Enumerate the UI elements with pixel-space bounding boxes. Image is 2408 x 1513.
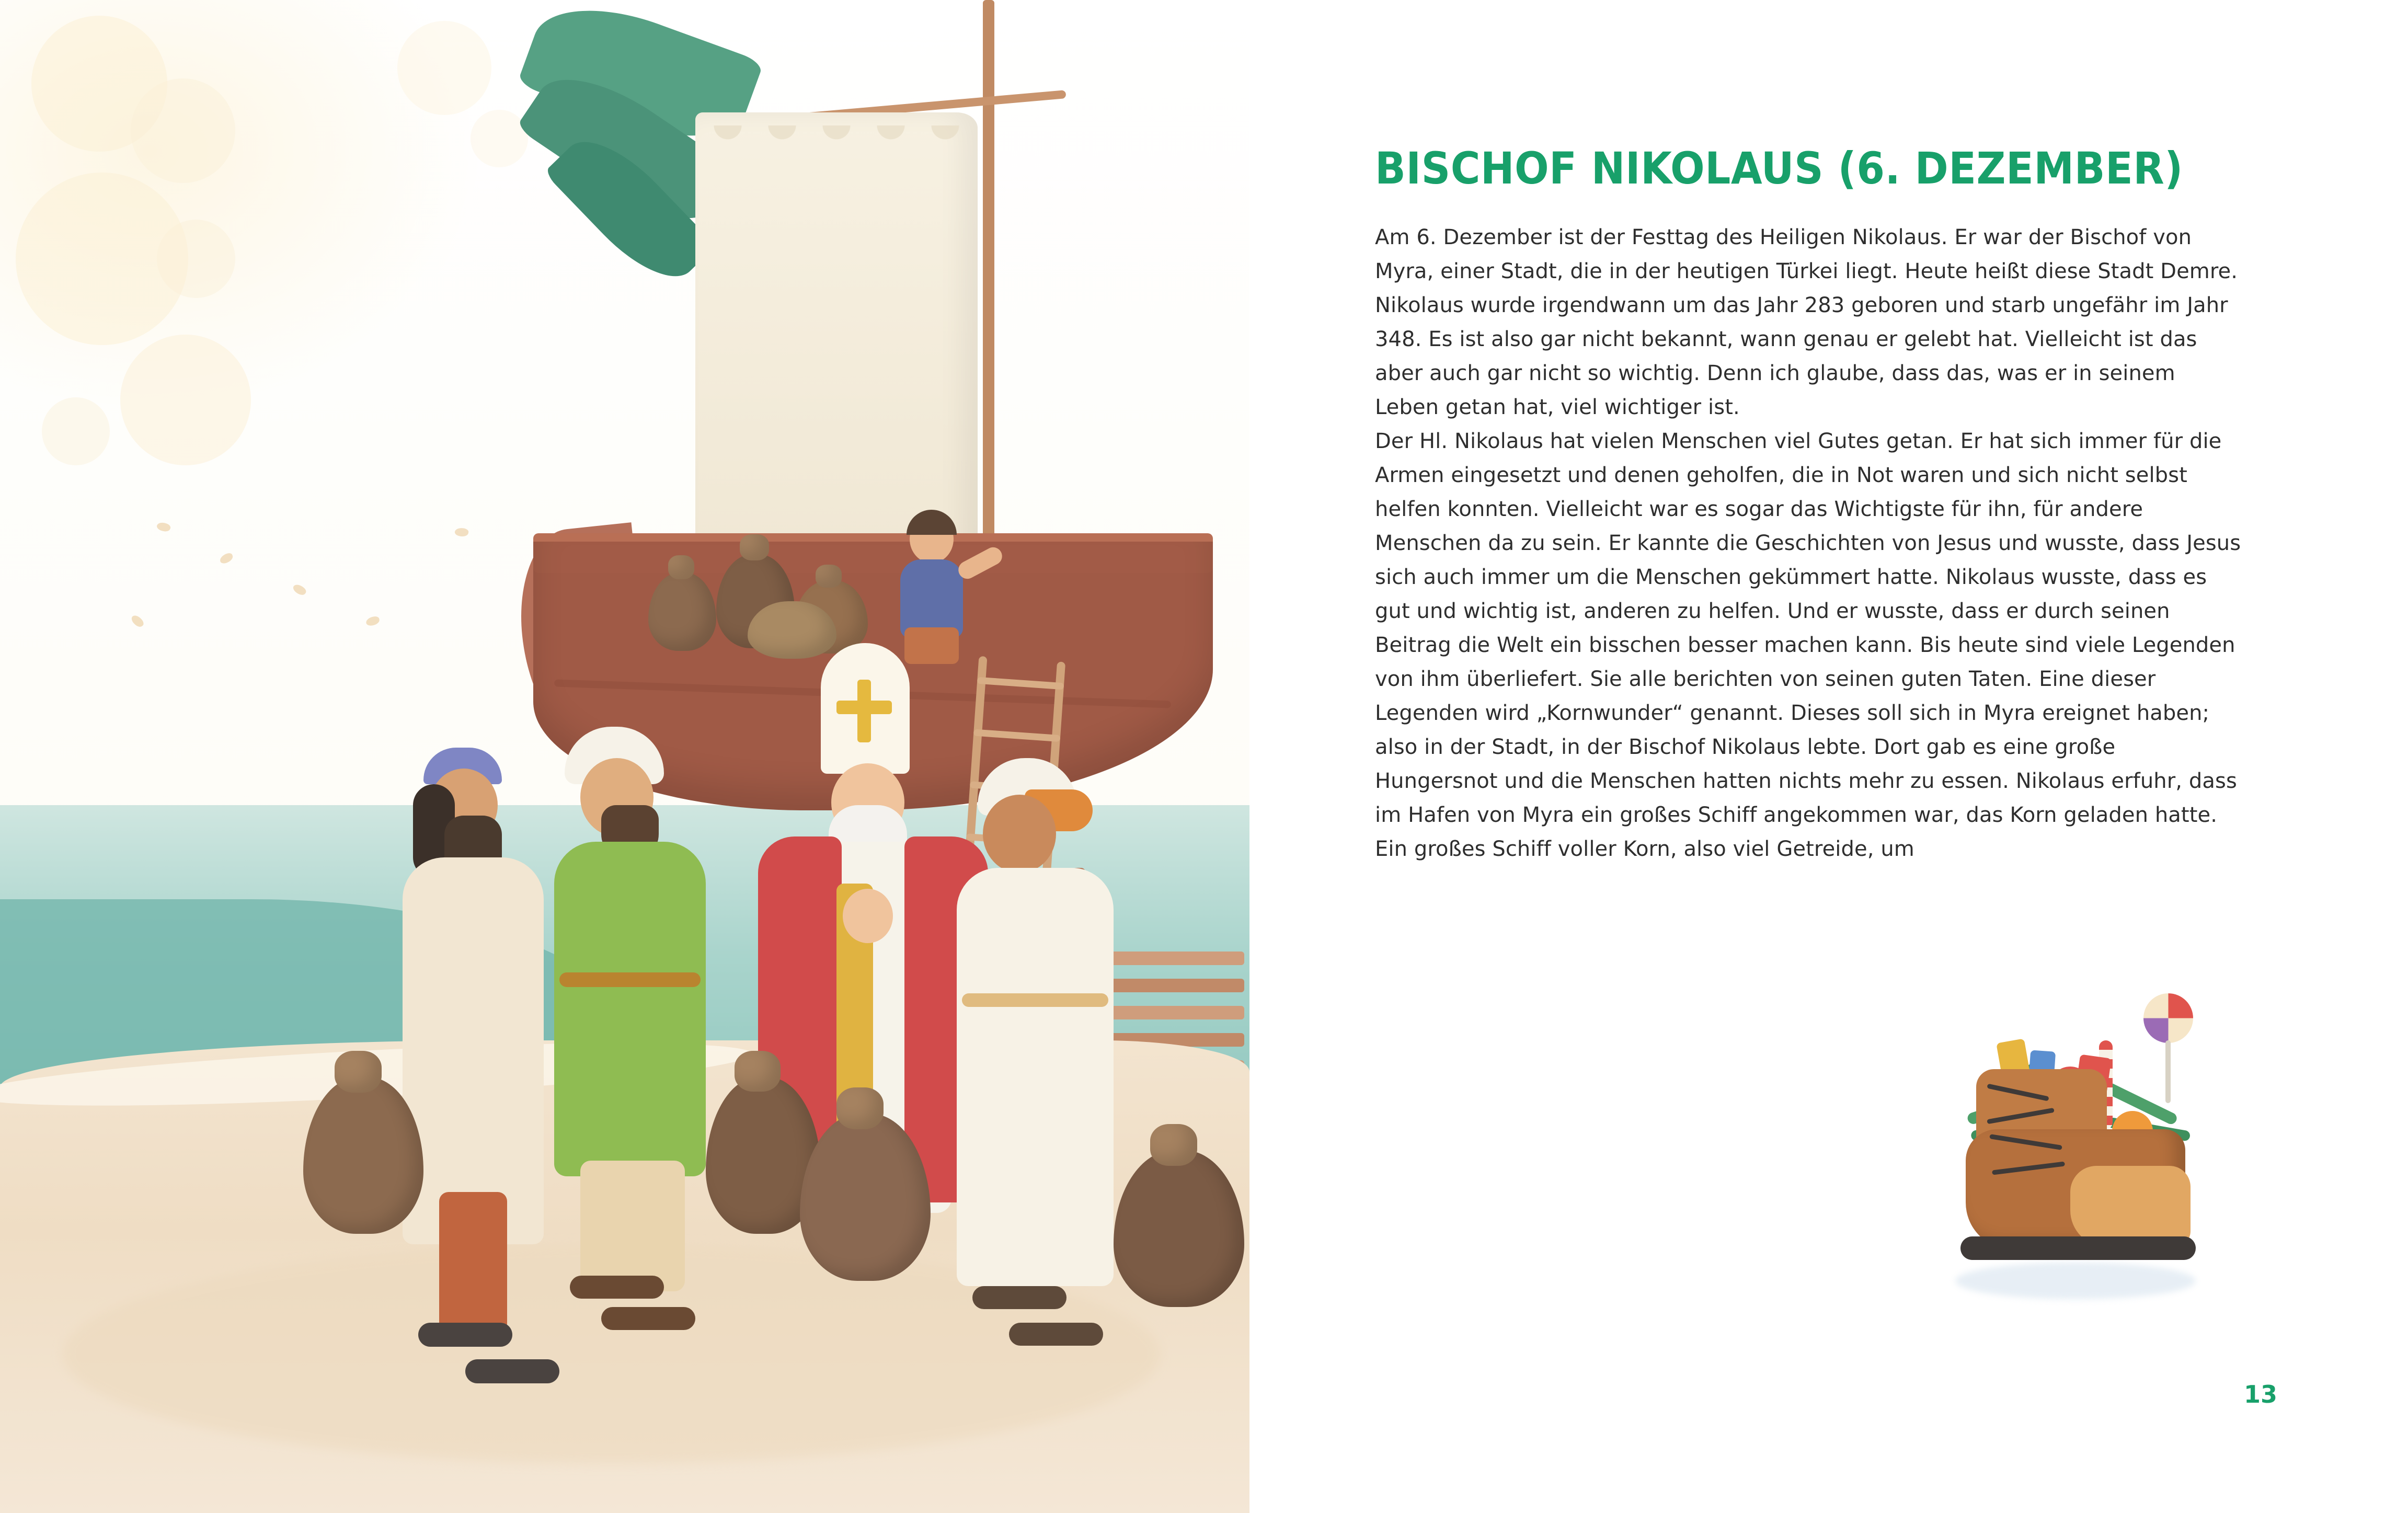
right-page-text <box>1249 0 2408 1513</box>
grain-sack-neck <box>816 565 842 588</box>
boot-toe-cap <box>2070 1166 2191 1247</box>
ladder-rung <box>977 677 1064 690</box>
bokeh-circle <box>397 21 491 115</box>
townsman-trousers <box>580 1161 685 1291</box>
grain-sack-neck <box>668 555 694 579</box>
lollipop-icon <box>2143 993 2193 1043</box>
lollipop-stick <box>2165 1040 2171 1103</box>
bokeh-circle <box>42 397 110 465</box>
nikolaus-boot-illustration <box>1919 978 2243 1323</box>
grain-sack-neck <box>735 1051 781 1092</box>
grain-sack-neck <box>836 1087 884 1129</box>
boot-shadow <box>1955 1263 2196 1299</box>
townsman-belt <box>962 993 1108 1007</box>
sailor-shirt <box>900 559 963 638</box>
mitre-cross-horizontal <box>836 701 892 714</box>
townsman-sandal <box>465 1359 559 1383</box>
bokeh-circle <box>471 110 528 167</box>
page-number: 13 <box>2243 1380 2277 1408</box>
townsman-green-tunic <box>554 842 706 1176</box>
townsman-head <box>983 795 1056 873</box>
sailor-shorts <box>904 627 959 664</box>
grain-sack-neck <box>1150 1124 1197 1166</box>
grain-sack-neck <box>740 534 769 560</box>
bokeh-circle <box>131 78 235 183</box>
text-column <box>1375 143 2243 866</box>
bokeh-circle <box>120 335 251 465</box>
body-paragraph-2: Der Hl. Nikolaus hat vielen Menschen viel Gutes getan. Er hat sich immer für die Armen eingesetzt und denen geholfen, die in Not waren und sich nicht selbst helfen konnten. Vielleicht war es sogar das Wichtigste für ihn, für andere Menschen da zu sein. Er kannte die Geschichten von Jesus und wusste, dass Jesus sich auch immer um die Menschen gekümmert hatte. Nikolaus wusste, dass es gut und wichtig ist, anderen zu helfen. Und er wusste, dass er durch seinen Beitrag die Welt ein bisschen besser machen kann. Bis heute sind viele Legenden von ihm überliefert. Sie alle berichten von seinen guten Taten. Eine dieser Legenden wird „Kornwunder“ genannt. Dieses soll sich in Myra ereignet haben; also in der Stadt, in der Bischof Nikolaus lebte. Dort gab es eine große Hungersnot und die Menschen hatten nichts mehr zu essen. Nikolaus erfuhr, dass im Hafen von Myra ein großes Schiff angekommen war, das Korn geladen hatte. Ein großes Schiff voller Korn, also viel Getreide, um <box>1375 429 2241 861</box>
page-title: BISCHOF NIKOLAUS (6. DEZEMBER) <box>1375 143 2183 194</box>
townsman-sandal <box>418 1323 512 1347</box>
grain-sack <box>748 601 836 659</box>
townsman-robe <box>403 857 544 1244</box>
townsman-sandal <box>972 1286 1067 1309</box>
townsman-white-robe <box>957 868 1114 1286</box>
grain-sack-neck <box>335 1051 382 1093</box>
townsman-sandal <box>1009 1323 1103 1346</box>
sail-scallop-trim <box>701 125 972 157</box>
bokeh-circle <box>157 220 235 298</box>
ship-railing <box>533 533 1213 573</box>
boot-sole <box>1960 1236 2196 1260</box>
townsman-sandal <box>570 1276 664 1299</box>
bishop-hand <box>843 889 893 943</box>
body-paragraph-1: Am 6. Dezember ist der Festtag des Heiligen Nikolaus. Er war der Bischof von Myra, einer Stadt, die in der heutigen Türkei liegt. Heute heißt diese Stadt Demre. Nikolaus wurde irgendwann um das Jahr 283 geboren und starb ungefähr im Jahr 348. Es ist also gar nicht bekannt, wann genau er gelebt hat. Vielleicht ist das aber auch gar nicht so wichtig. Denn ich glaube, dass das, was er in seinem Leben getan hat, viel wichtiger ist. <box>1375 225 2238 419</box>
townsman-sandal <box>601 1307 695 1330</box>
ladder-rung <box>973 729 1061 742</box>
townsman-belt <box>559 972 701 987</box>
townsman-trousers <box>439 1192 507 1333</box>
